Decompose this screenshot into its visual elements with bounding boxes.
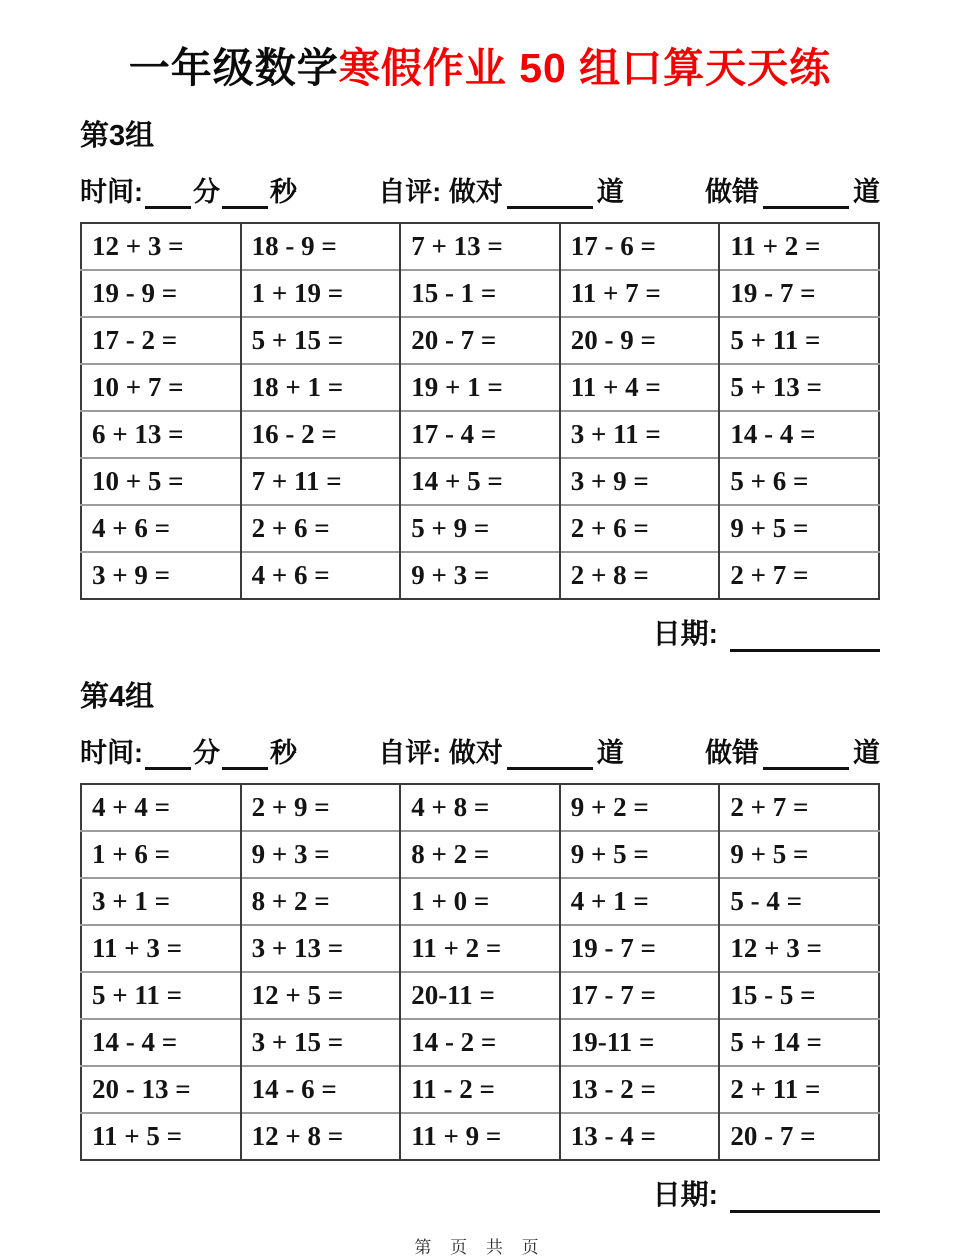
- table-row: [81, 1066, 879, 1113]
- table-row: [81, 317, 879, 364]
- problem-cell: 11 + 5 =: [81, 1113, 241, 1160]
- problem-cell: 4 + 6 =: [81, 505, 241, 552]
- table-row: [81, 411, 879, 458]
- table-row: [81, 270, 879, 317]
- problem-cell: 4 + 6 =: [241, 552, 401, 599]
- group-3-problems-table: [80, 222, 880, 600]
- second-unit-label: 秒: [270, 177, 297, 208]
- problem-cell: 20-11 =: [400, 972, 560, 1019]
- time-field: [80, 731, 297, 770]
- problem-cell: 17 - 7 =: [560, 972, 720, 1019]
- problem-cell: 14 - 2 =: [400, 1019, 560, 1066]
- problem-cell: 17 - 2 =: [81, 317, 241, 364]
- problem-cell: 11 + 7 =: [560, 270, 720, 317]
- problem-cell: 3 + 1 =: [81, 878, 241, 925]
- date-blank: [730, 622, 880, 652]
- problem-cell: 20 - 9 =: [560, 317, 720, 364]
- problem-cell: 9 + 3 =: [400, 552, 560, 599]
- problem-cell: 15 - 1 =: [400, 270, 560, 317]
- problem-cell: 9 + 5 =: [719, 831, 879, 878]
- problem-cell: 11 + 3 =: [81, 925, 241, 972]
- problem-cell: 18 + 1 =: [241, 364, 401, 411]
- problem-cell: 9 + 3 =: [241, 831, 401, 878]
- problem-cell: 9 + 5 =: [560, 831, 720, 878]
- minute-unit-label: 分: [193, 177, 220, 208]
- problem-cell: 15 - 5 =: [719, 972, 879, 1019]
- problem-cell: 3 + 9 =: [81, 552, 241, 599]
- wrong-count-blank: [763, 740, 849, 770]
- problem-cell: 3 + 9 =: [560, 458, 720, 505]
- correct-count-field: [378, 170, 624, 209]
- table-row: [81, 925, 879, 972]
- problem-cell: 17 - 4 =: [400, 411, 560, 458]
- problem-cell: 17 - 6 =: [560, 223, 720, 270]
- seconds-blank: [222, 179, 268, 209]
- minutes-blank: [145, 740, 191, 770]
- problem-cell: 5 + 13 =: [719, 364, 879, 411]
- problem-cell: 20 - 13 =: [81, 1066, 241, 1113]
- table-row: [81, 784, 879, 831]
- problem-cell: 5 + 6 =: [719, 458, 879, 505]
- table-row: [81, 972, 879, 1019]
- page-title: [80, 46, 880, 91]
- problem-cell: 5 + 11 =: [719, 317, 879, 364]
- group-4-heading: 第4组: [80, 681, 155, 714]
- problem-cell: 12 + 3 =: [92, 231, 184, 262]
- problem-cell: 4 + 4 =: [92, 792, 171, 823]
- problem-cell: 1 + 0 =: [400, 878, 560, 925]
- group-4-date-line: [80, 1173, 880, 1213]
- wrong-count-field: [705, 731, 880, 770]
- problem-cell: 8 + 2 =: [241, 878, 401, 925]
- problem-cell: 5 + 15 =: [241, 317, 401, 364]
- page-title-red: 寒假作业 50 组口算天天练: [338, 45, 832, 91]
- problem-cell: 14 - 6 =: [241, 1066, 401, 1113]
- problem-cell: 14 + 5 =: [400, 458, 560, 505]
- problem-cell: 18 - 9 =: [241, 223, 401, 270]
- problem-cell: 3 + 13 =: [241, 925, 401, 972]
- problem-cell: 5 + 14 =: [719, 1019, 879, 1066]
- problem-cell: 8 + 2 =: [400, 831, 560, 878]
- correct-count-blank: [507, 740, 593, 770]
- problem-cell: 12 + 3 =: [719, 925, 879, 972]
- problem-cell: 5 + 11 =: [81, 972, 241, 1019]
- correct-unit-label: 道: [596, 177, 624, 208]
- correct-unit-label: 道: [596, 738, 624, 769]
- problem-cell: 4 + 1 =: [560, 878, 720, 925]
- table-row: [81, 1113, 879, 1160]
- date-blank: [730, 1183, 880, 1213]
- problem-cell: 3 + 11 =: [560, 411, 720, 458]
- problem-cell: 14 - 4 =: [719, 411, 879, 458]
- table-row: [81, 223, 879, 270]
- wrong-count-field: [705, 170, 880, 209]
- table-row: [81, 552, 879, 599]
- page-footer: 第 页 共 页: [414, 1238, 546, 1258]
- time-label: 时间:: [80, 177, 143, 208]
- problem-cell: 2 + 7 =: [719, 784, 879, 831]
- problem-cell: 5 - 4 =: [719, 878, 879, 925]
- problem-cell: 2 + 6 =: [560, 505, 720, 552]
- problem-cell: 13 - 2 =: [560, 1066, 720, 1113]
- problem-cell: 3 + 15 =: [241, 1019, 401, 1066]
- problem-cell: 12 + 5 =: [241, 972, 401, 1019]
- group-3-date-line: [80, 612, 880, 652]
- problem-cell: 19-11 =: [560, 1019, 720, 1066]
- table-row: [81, 831, 879, 878]
- problem-cell: 11 - 2 =: [400, 1066, 560, 1113]
- problem-cell: 7 + 13 =: [400, 223, 560, 270]
- self-eval-label: 自评: 做对: [378, 738, 503, 769]
- correct-count-field: [378, 731, 624, 770]
- wrong-label: 做错: [705, 177, 759, 208]
- problem-cell: 2 + 7 =: [719, 552, 879, 599]
- table-row: [81, 1019, 879, 1066]
- problem-cell: 11 + 4 =: [560, 364, 720, 411]
- problem-cell: 10 + 7 =: [81, 364, 241, 411]
- problem-cell: 1 + 19 =: [241, 270, 401, 317]
- seconds-blank: [222, 740, 268, 770]
- wrong-unit-label: 道: [853, 738, 880, 769]
- date-label: 日期:: [652, 1179, 718, 1211]
- problem-cell: 13 - 4 =: [560, 1113, 720, 1160]
- minute-unit-label: 分: [193, 738, 220, 769]
- problem-cell: 2 + 6 =: [241, 505, 401, 552]
- minutes-blank: [145, 179, 191, 209]
- group-4-problems-table: [80, 783, 880, 1161]
- problem-cell: 19 + 1 =: [400, 364, 560, 411]
- problem-cell: 19 - 7 =: [560, 925, 720, 972]
- problem-cell: 20 - 7 =: [400, 317, 560, 364]
- problem-cell: 6 + 13 =: [81, 411, 241, 458]
- group-4-meta-line: [80, 731, 880, 770]
- problem-cell: 16 - 2 =: [241, 411, 401, 458]
- table-row: [81, 505, 879, 552]
- table-row: [81, 458, 879, 505]
- problem-cell: 9 + 5 =: [719, 505, 879, 552]
- table-row: [81, 878, 879, 925]
- problem-cell: 1 + 6 =: [81, 831, 241, 878]
- date-label: 日期:: [652, 618, 718, 650]
- problem-cell: 2 + 9 =: [241, 784, 401, 831]
- problem-cell: 11 + 2 =: [400, 925, 560, 972]
- problem-cell: 11 + 2 =: [719, 223, 879, 270]
- correct-count-blank: [507, 179, 593, 209]
- table-row: [81, 364, 879, 411]
- problem-cell: 12 + 8 =: [241, 1113, 401, 1160]
- problem-cell: 14 - 4 =: [81, 1019, 241, 1066]
- problem-cell: 5 + 9 =: [400, 505, 560, 552]
- self-eval-label: 自评: 做对: [378, 177, 503, 208]
- group-3-heading: 第3组: [80, 120, 155, 153]
- wrong-unit-label: 道: [853, 177, 880, 208]
- problem-cell: 2 + 8 =: [560, 552, 720, 599]
- problem-cell: 2 + 11 =: [719, 1066, 879, 1113]
- time-label: 时间:: [80, 738, 143, 769]
- second-unit-label: 秒: [270, 738, 297, 769]
- wrong-label: 做错: [705, 738, 759, 769]
- problem-cell: 10 + 5 =: [81, 458, 241, 505]
- problem-cell: 9 + 2 =: [560, 784, 720, 831]
- problem-cell: 4 + 8 =: [400, 784, 560, 831]
- problem-cell: 11 + 9 =: [400, 1113, 560, 1160]
- problem-cell: 19 - 7 =: [719, 270, 879, 317]
- problem-cell: 7 + 11 =: [241, 458, 401, 505]
- problem-cell: 19 - 9 =: [81, 270, 241, 317]
- time-field: [80, 170, 297, 209]
- wrong-count-blank: [763, 179, 849, 209]
- group-3-meta-line: [80, 170, 880, 209]
- problem-cell: 20 - 7 =: [719, 1113, 879, 1160]
- page-title-black: 一年级数学: [128, 45, 339, 91]
